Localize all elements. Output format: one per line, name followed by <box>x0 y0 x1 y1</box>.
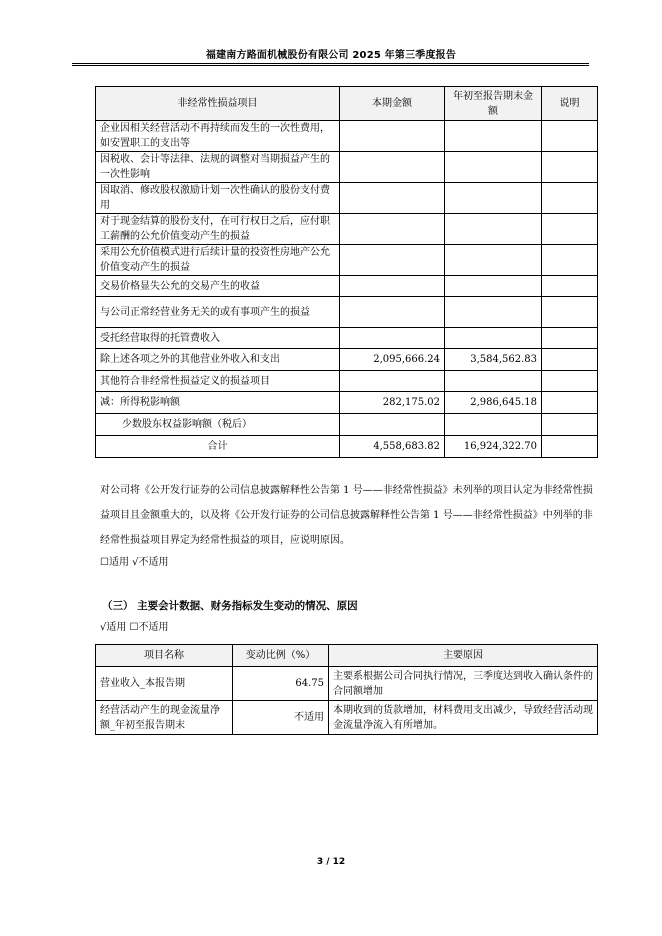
row-current <box>340 297 445 328</box>
column-header: 项目名称 <box>96 645 233 667</box>
row-item: 受托经营取得的托管费收入 <box>96 328 340 349</box>
row-note <box>542 214 598 245</box>
explanation-paragraph: 对公司将《公开发行证券的公司信息披露解释性公告第 1 号——非经常性损益》未列举的项目认定为非经常性损益项目且金额重大的，以及将《公开发行证券的公司信息披露解释性公告第 1 号——非经常性损益》中列举的非经常性损益项目界定为经常性损益的项目，应说明原因。 <box>100 485 593 546</box>
accounting-changes-table <box>95 644 598 735</box>
row-reason: 本期收到的货款增加，材料费用支出减少，导致经营活动现金流量净流入有所增加。 <box>329 701 598 735</box>
row-note <box>542 436 598 458</box>
row-ytd: 3,584,562.83 <box>445 349 542 371</box>
table-row <box>96 245 598 276</box>
row-current <box>340 214 445 245</box>
row-ytd <box>445 276 542 297</box>
row-ytd <box>445 152 542 183</box>
header-rule <box>72 63 589 64</box>
row-note <box>542 276 598 297</box>
table-row <box>96 276 598 297</box>
table-row <box>96 183 598 214</box>
section-title: （三） 主要会计数据、财务指标发生变动的情况、原因 <box>102 600 358 612</box>
row-current <box>340 183 445 214</box>
table-row <box>96 701 598 735</box>
row-item: 与公司正常经营业务无关的或有事项产生的损益 <box>96 297 340 328</box>
table-row <box>96 349 598 371</box>
row-ytd <box>445 245 542 276</box>
row-item: 因取消、修改股权激励计划一次性确认的股份支付费用 <box>96 183 340 214</box>
row-name: 营业收入_本报告期 <box>96 667 233 701</box>
row-item: 交易价格显失公允的交易产生的收益 <box>96 276 340 297</box>
row-name: 经营活动产生的现金流量净额_年初至报告期末 <box>96 701 233 735</box>
row-current <box>340 245 445 276</box>
row-ytd <box>445 183 542 214</box>
row-current <box>340 121 445 152</box>
row-note <box>542 245 598 276</box>
row-ytd <box>445 414 542 436</box>
page-number: 3 / 12 <box>316 857 346 867</box>
table-row <box>96 297 598 328</box>
row-current: 4,558,683.82 <box>340 436 445 458</box>
row-current <box>340 328 445 349</box>
section-applicability-status: √适用 ☐不适用 <box>100 622 169 633</box>
header-rule-secondary <box>72 65 589 66</box>
row-item: 减：所得税影响额 <box>96 392 340 414</box>
row-ytd <box>445 214 542 245</box>
table-header-row <box>96 87 598 121</box>
row-note <box>542 392 598 414</box>
row-current <box>340 414 445 436</box>
table-row <box>96 328 598 349</box>
table-row <box>96 121 598 152</box>
document-header: 福建南方路面机械股份有限公司 2025 年第三季度报告 <box>205 50 457 61</box>
table-row <box>96 667 598 701</box>
row-note <box>542 414 598 436</box>
row-ytd: 2,986,645.18 <box>445 392 542 414</box>
row-current: 2,095,666.24 <box>340 349 445 371</box>
row-note <box>542 349 598 371</box>
non-recurring-gains-table <box>95 86 598 458</box>
row-ytd: 16,924,322.70 <box>445 436 542 458</box>
row-item: 其他符合非经常性损益定义的损益项目 <box>96 371 340 392</box>
row-current <box>340 276 445 297</box>
row-current: 282,175.02 <box>340 392 445 414</box>
row-item: 合计 <box>96 436 340 458</box>
table-header-row <box>96 645 598 667</box>
table-row <box>96 414 598 436</box>
row-ratio: 64.75 <box>233 667 329 701</box>
row-reason: 主要系根据公司合同执行情况，三季度达到收入确认条件的合同额增加 <box>329 667 598 701</box>
row-ytd <box>445 121 542 152</box>
table-row <box>96 152 598 183</box>
table-row <box>96 214 598 245</box>
column-header: 说明 <box>542 87 598 121</box>
row-ratio: 不适用 <box>233 701 329 735</box>
row-item: 企业因相关经营活动不再持续而发生的一次性费用，如安置职工的支出等 <box>96 121 340 152</box>
column-header: 本期金额 <box>340 87 445 121</box>
row-note <box>542 121 598 152</box>
row-item: 对于现金结算的股份支付，在可行权日之后，应付职工薪酬的公允价值变动产生的损益 <box>96 214 340 245</box>
column-header: 年初至报告期末金额 <box>445 87 542 121</box>
table-total-row <box>96 436 598 458</box>
row-item: 除上述各项之外的其他营业外收入和支出 <box>96 349 340 371</box>
row-note <box>542 152 598 183</box>
column-header: 主要原因 <box>329 645 598 667</box>
row-ytd <box>445 371 542 392</box>
row-note <box>542 328 598 349</box>
row-current <box>340 371 445 392</box>
table-row <box>96 371 598 392</box>
row-note <box>542 371 598 392</box>
column-header: 变动比例（%） <box>233 645 329 667</box>
row-item: 少数股东权益影响额（税后） <box>96 414 340 436</box>
row-item: 因税收、会计等法律、法规的调整对当期损益产生的一次性影响 <box>96 152 340 183</box>
row-note <box>542 297 598 328</box>
column-header: 非经常性损益项目 <box>96 87 340 121</box>
row-item: 采用公允价值模式进行后续计量的投资性房地产公允价值变动产生的损益 <box>96 245 340 276</box>
row-ytd <box>445 328 542 349</box>
table-row <box>96 392 598 414</box>
row-ytd <box>445 297 542 328</box>
row-note <box>542 183 598 214</box>
applicability-status: ☐适用 √不适用 <box>100 557 169 568</box>
row-current <box>340 152 445 183</box>
